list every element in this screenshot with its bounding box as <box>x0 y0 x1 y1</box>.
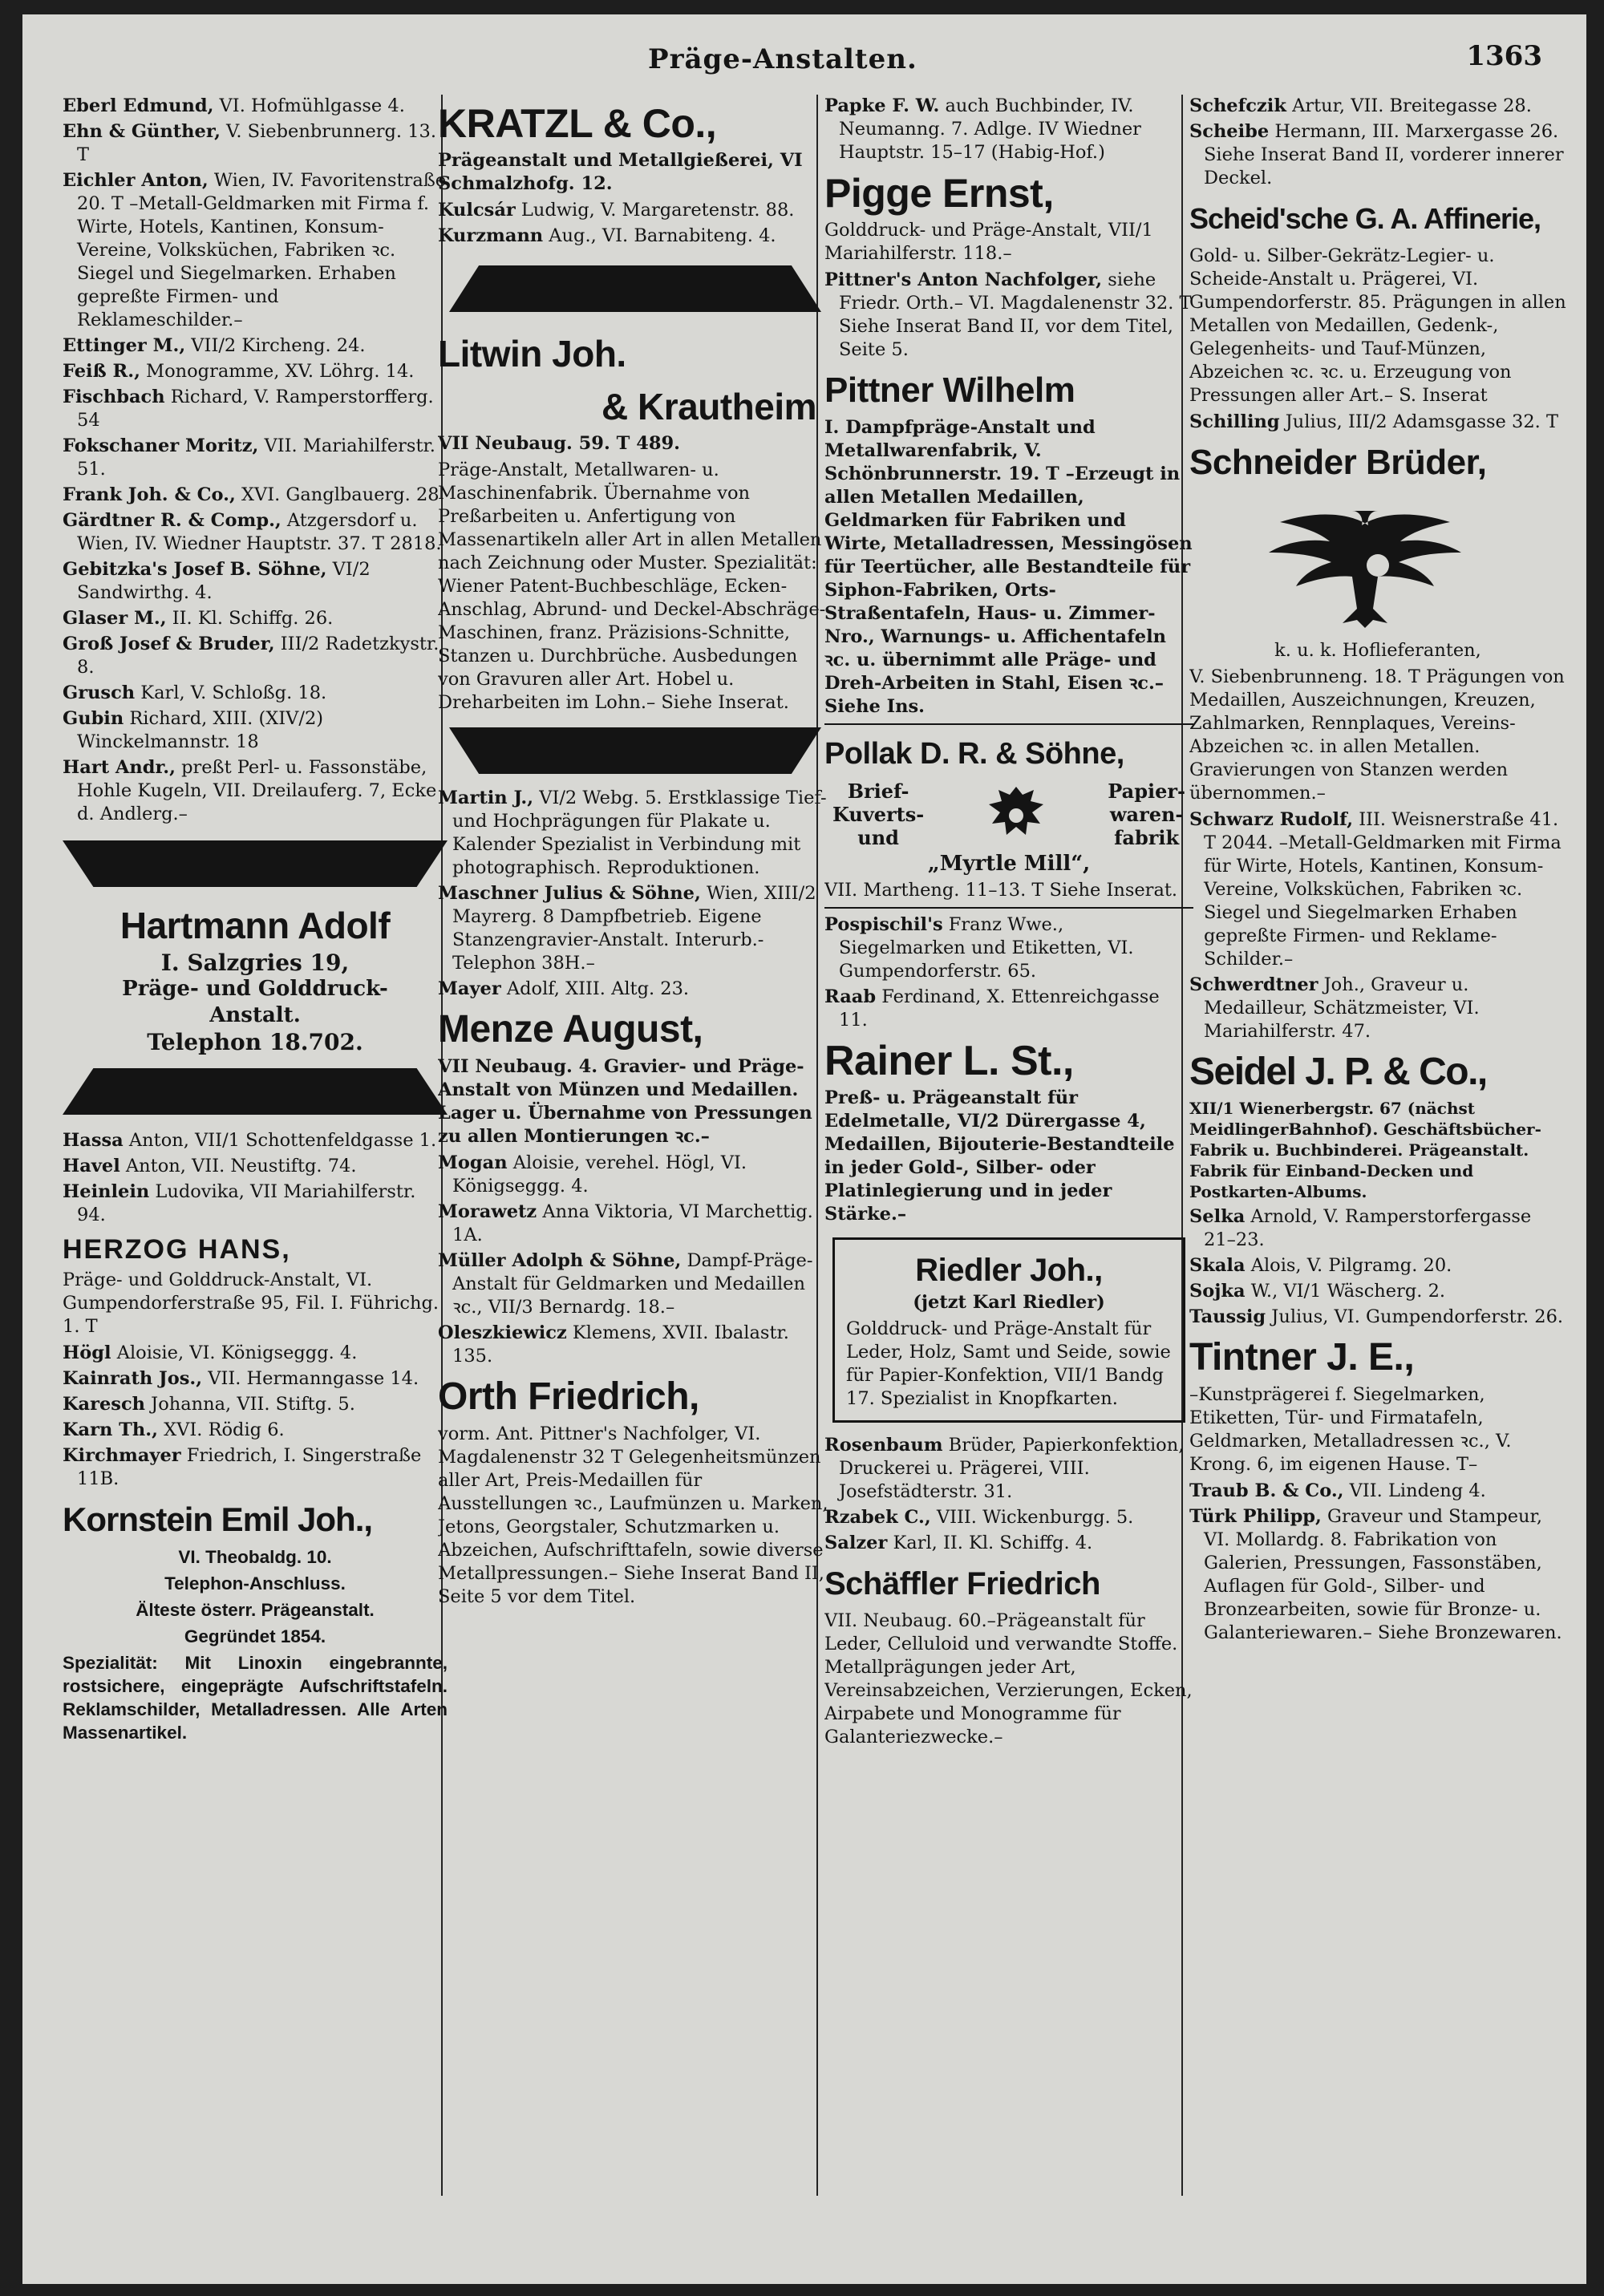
ad-line: Präge- und Golddruck- <box>122 977 388 1001</box>
ad-name: Rainer L. St., <box>824 1038 1074 1084</box>
directory-entry <box>63 1419 448 1442</box>
entry-list <box>1189 1480 1566 1645</box>
directory-entry <box>63 360 448 383</box>
entry-text: Aug., VI. Barnabiteng. 4. <box>543 225 776 246</box>
ad-line: Anstalt. <box>209 1003 301 1027</box>
ad-line: Telephon 18.702. <box>147 1029 363 1055</box>
ad-line: waren- <box>1109 803 1184 826</box>
entry-text: VII. Hermanngasse 14. <box>202 1368 419 1389</box>
entry-list <box>63 1342 448 1491</box>
entry-text: Graveur und Stampeur, VI. Mollardg. 8. Fabrikation von Galerien, Pressungen, Fassonstäben, Auflagen für Gold-, Silber- und Bronzearbeiten, sowie für Bronze- u. Galanteriewaren.– Siehe Bronzewaren. <box>1204 1506 1562 1643</box>
entry-text: VI/2 Sandwirthg. 4. <box>77 559 371 603</box>
entry-text: Wien, XIII/2 Mayrerg. 8 Dampfbetrieb. Eigene Stanzengravier-Anstalt. Interurb.-Telephon 38H.– <box>452 883 816 974</box>
ad-seidel <box>1189 1048 1566 1202</box>
ad-line: I. Salzgries 19, <box>160 950 350 976</box>
ad-body: VII. Martheng. 11–13. T Siehe Inserat. <box>824 880 1178 901</box>
ad-line: „Myrtle Mill“, <box>927 852 1091 876</box>
decorative-banner <box>63 840 448 887</box>
column-2 <box>438 95 832 2260</box>
directory-entry <box>63 1155 448 1178</box>
entry-text: VI/2 Webg. 5. Erstklassige Tief- und Hochprägungen für Plakate u. Kalender Spezialist in Verbindung mit photographisch. Reproduktionen. <box>452 788 827 878</box>
entry-name: Maschner Julius & Söhne, <box>438 883 701 904</box>
entry-name: Grusch <box>63 682 136 703</box>
decorative-banner <box>449 727 821 774</box>
directory-entry <box>824 95 1193 164</box>
ad-body: Präge- und Golddruck-Anstalt, VI. Gumpendorferstraße 95, Fil. I. Führichg. 1. T <box>63 1269 439 1337</box>
entry-list <box>824 1434 1193 1555</box>
entry-list <box>824 913 1193 1032</box>
entry-text: Hermann, III. Marxergasse 26. Siehe Inserat Band II, vorderer innerer Deckel. <box>1204 121 1564 188</box>
ad-name: Pigge Ernst, <box>824 171 1054 216</box>
entry-text: VIII. Wickenburgg. 5. <box>930 1507 1134 1528</box>
ad-line: fabrik <box>1114 826 1180 849</box>
entry-name: Gebitzka's Josef B. Söhne, <box>63 559 327 580</box>
entry-name: Türk Philipp, <box>1189 1506 1322 1527</box>
directory-entry <box>824 1506 1193 1529</box>
page-header <box>22 26 1586 82</box>
directory-entry <box>1189 95 1566 118</box>
ad-body: V. Siebenbrunneng. 18. T Prägungen von Medaillen, Auszeichnungen, Kreuzen, Zahlmarken, Rennplaques, Vereins-Abzeichen ꝛc. in allen Metallen. Gravierungen von Stanzen werden übernommen.– <box>1189 666 1565 804</box>
directory-entry <box>1189 1505 1566 1645</box>
directory-entry <box>1189 974 1566 1043</box>
entry-list <box>438 787 832 1001</box>
directory-entry <box>63 1367 448 1391</box>
entry-name: Raab <box>824 986 877 1007</box>
entry-name: Groß Josef & Bruder, <box>63 634 275 654</box>
entry-name: Gubin <box>63 708 124 729</box>
directory-entry <box>63 1129 448 1152</box>
entry-name: Eberl Edmund, <box>63 95 214 116</box>
entry-name: Fokschaner Moritz, <box>63 435 259 456</box>
eagle-emblem-icon <box>980 780 1052 852</box>
entry-text: Brüder, Papierkonfektion, Druckerei u. Prägerei, VIII. Josefstädterstr. 31. <box>839 1435 1185 1502</box>
entry-text: VII/2 Kircheng. 24. <box>185 335 366 356</box>
ad-hartmann <box>63 901 448 1054</box>
entry-text: II. Kl. Schiffg. 26. <box>166 608 334 629</box>
ad-line: k. u. k. Hoflieferanten, <box>1274 640 1481 661</box>
entry-name: Müller Adolph & Söhne, <box>438 1250 682 1271</box>
directory-entry <box>824 269 1193 362</box>
entry-text: Adolf, XIII. Altg. 23. <box>500 978 690 999</box>
directory-entry <box>63 95 448 118</box>
directory-entry <box>1189 1306 1566 1329</box>
ad-rainer <box>824 1037 1193 1226</box>
ad-body: Spezialität: Mit Linoxin eingebrannte, rostsichere, eingeprägte Aufschriftstafeln. Reklamschilder, Metalladressen. Alle Arten Massenartikel. <box>63 1653 448 1743</box>
entry-text: Klemens, XVII. Ibalastr. 135. <box>452 1322 789 1367</box>
entry-name: Kainrath Jos., <box>63 1368 203 1389</box>
ad-body: –Kunstprägerei f. Siegelmarken, Etiketten, Tür- und Firmatafeln, Geldmarken, Metalladressen ꝛc., V. Krong. 6, im eigenen Hause. T– <box>1189 1384 1512 1475</box>
directory-entry <box>438 1249 832 1319</box>
entry-text: XVI. Ganglbauerg. 28 <box>235 484 439 505</box>
entry-text: VII. Lindeng 4. <box>1343 1480 1486 1501</box>
directory-entry <box>1189 1254 1566 1278</box>
ad-pollak <box>824 730 1193 902</box>
entry-text: V. Siebenbrunnerg. 13. T <box>77 121 437 165</box>
ad-name: Litwin Joh. <box>438 333 626 375</box>
entry-name: Salzer <box>824 1533 888 1553</box>
entry-name: Pittner's Anton Nachfolger, <box>824 269 1103 290</box>
directory-entry <box>824 1532 1193 1555</box>
ad-body: vorm. Ant. Pittner's Nachfolger, VI. Magdalenenstr 32 T Gelegenheitsmünzen aller Art, Preis-Medaillen für Ausstellungen ꝛc., Laufmünzen u. Marken, Jetons, Georgstaler, Schutzmarken u. Abzeichen, Aufschrifttafeln, sowie diverse Metallpressungen.– Siehe Inserat Band II, Seite 5 vor dem Titel. <box>438 1423 828 1607</box>
ad-line: und <box>857 826 899 849</box>
ad-name: Menze August, <box>438 1008 703 1051</box>
entry-name: Selka <box>1189 1206 1246 1227</box>
directory-entry <box>1189 1480 1566 1503</box>
directory-entry <box>63 1444 448 1491</box>
entry-name: Schwarz Rudolf, <box>1189 809 1354 830</box>
entry-name: Traub B. & Co., <box>1189 1480 1344 1501</box>
page-number: 1363 <box>1466 40 1542 72</box>
entry-name: Hart Andr., <box>63 757 176 778</box>
ad-line: (jetzt Karl Riedler) <box>913 1292 1105 1313</box>
entry-text: Anton, VII/1 Schottenfeldgasse 1. <box>123 1130 437 1151</box>
directory-entry <box>1189 120 1566 190</box>
entry-text: Ludwig, V. Margaretenstr. 88. <box>515 200 795 221</box>
entry-list <box>438 1152 832 1368</box>
ad-body: VII Neubaug. 4. Gravier- und Präge-Anstalt von Münzen und Medaillen. Lager u. Übernahme von Pressungen zu allen Montierungen ꝛc.– <box>438 1056 812 1147</box>
ad-body: VII. Neubaug. 60.–Prägeanstalt für Leder, Celluloid und verwandte Stoffe. Metallprägungen jeder Art, Vereinsabzeichen, Verzierungen, Ecken, Airpabete und Monogramme für Galanteriezwecke.– <box>824 1610 1193 1747</box>
ad-name: Tintner J. E., <box>1189 1336 1415 1379</box>
column-4 <box>1189 95 1566 2260</box>
ad-litwin <box>438 330 832 715</box>
entry-name: Kirchmayer <box>63 1445 181 1466</box>
ad-herzog <box>63 1232 448 1338</box>
directory-entry <box>438 978 832 1001</box>
entry-text: preßt Perl- u. Fassonstäbe, Hohle Kugeln, VII. Dreilauferg. 7, Ecke d. Andlerg.– <box>77 757 437 824</box>
entry-name: Karn Th., <box>63 1419 158 1440</box>
entry-text: siehe Friedr. Orth.– VI. Magdalenenstr 32. T Siehe Inserat Band II, vor dem Titel, Seite 5. <box>839 269 1192 360</box>
directory-entry <box>1189 411 1566 434</box>
directory-entry <box>63 386 448 432</box>
entry-name: Rzabek C., <box>824 1507 931 1528</box>
entry-text: Arnold, V. Ramperstorfergasse 21–23. <box>1204 1206 1532 1250</box>
entry-name: Schefczik <box>1189 95 1286 116</box>
ad-body: Golddruck- und Präge-Anstalt für Leder, Holz, Samt und Seide, sowie für Papier-Konfektion, VII/1 Bandg 17. Spezialist in Knopfkarten. <box>846 1318 1171 1409</box>
entry-text: Atzgersdorf u. Wien, IV. Wiedner Hauptstr. 37. T 2818. <box>77 510 442 554</box>
entry-list <box>824 95 1193 164</box>
entry-name: Mogan <box>438 1152 508 1173</box>
entry-text: Aloisie, VI. Königseggg. 4. <box>111 1342 358 1363</box>
ad-pigge <box>824 169 1193 265</box>
ad-name: Schäffler Friedrich <box>824 1566 1100 1602</box>
directory-entry <box>63 756 448 826</box>
ad-line: Papier- <box>1108 780 1185 803</box>
entry-name: Glaser M., <box>63 608 167 629</box>
ad-schaeffler <box>824 1560 1193 1749</box>
entry-list <box>63 95 448 826</box>
column-1 <box>63 95 448 2260</box>
ad-name: Hartmann Adolf <box>119 905 391 946</box>
ad-name: Orth Friedrich, <box>438 1375 699 1418</box>
ad-body: Preß- u. Prägeanstalt für Edelmetalle, VI/2 Dürergasse 4, Medaillen, Bijouterie-Bestandteile in jeder Gold-, Silber- oder Platinlegierung und in jeder Stärke.– <box>824 1087 1175 1225</box>
column-3 <box>824 95 1193 2260</box>
entry-text: Karl, II. Kl. Schiffg. 4. <box>887 1533 1093 1553</box>
entry-text: Wien, IV. Favoritenstraße 20. T –Metall-Geldmarken mit Firma f. Wirte, Hotels, Kantinen, Konsum-Vereine, Volksküchen, Fabriken ꝛc. Siegel und Siegelmarken. Erhaben gepreßte Firmen- und Reklameschilder.– <box>77 170 447 330</box>
directory-entry <box>63 558 448 605</box>
directory-entry <box>63 607 448 630</box>
directory-entry <box>63 707 448 754</box>
entry-text: Monogramme, XV. Löhrg. 14. <box>140 361 415 382</box>
ad-body: Präge-Anstalt, Metallwaren- u. Maschinenfabrik. Übernahme von Preßarbeiten u. Anfertigung von Massenartikeln aller Art in allen Metallen nach Zeichnung oder Muster. Spezialität: Wiener Patent-Buchbeschläge, Ecken-Anschlag, Abrund- und Deckel-Abschräge-Maschinen, franz. Präzisions-Schnitte, Stanzen u. Durchbrüche. Ausbedungen von Gravuren aller Art. Hobel u. Dreharbeiten im Lohn.– Siehe Inserat. <box>438 460 826 713</box>
ad-line: Kuverts- <box>832 803 925 826</box>
ad-line: Gegründet 1854. <box>184 1626 326 1646</box>
ad-body: XII/1 Wienerbergstr. 67 (nächst MeidlingerBahnhof). Geschäftsbücher-Fabrik u. Buchbinderei. Prägeanstalt. Fabrik für Einband-Decken und Postkarten-Albums. <box>1189 1099 1541 1201</box>
directory-entry <box>63 682 448 705</box>
entry-text: Alois, V. Pilgramg. 20. <box>1245 1255 1452 1276</box>
entry-list <box>63 1129 448 1227</box>
entry-name: Pospischil's <box>824 914 943 935</box>
entry-name: Gärdtner R. & Comp., <box>63 510 282 531</box>
entry-name: Taussig <box>1189 1306 1266 1327</box>
entry-name: Martin J., <box>438 788 534 808</box>
directory-entry <box>63 1342 448 1365</box>
entry-name: Havel <box>63 1156 120 1176</box>
ad-name: HERZOG HANS, <box>63 1234 291 1265</box>
ad-name: Seidel J. P. & Co., <box>1189 1051 1487 1093</box>
ad-line: Brief- <box>847 780 909 803</box>
directory-entry <box>438 1201 832 1247</box>
entry-text: Karl, V. Schloßg. 18. <box>135 682 327 703</box>
ad-riedler <box>832 1237 1185 1423</box>
ad-kornstein <box>63 1496 448 1744</box>
entry-text: VII. Mariahilferstr. 51. <box>77 435 435 480</box>
directory-entry <box>438 225 832 248</box>
directory-entry <box>438 1152 832 1198</box>
directory-entry <box>63 169 448 332</box>
entry-text: Joh., Graveur u. Medailleur, Schätzmeister, VI. Mariahilferstr. 47. <box>1204 974 1480 1042</box>
directory-entry <box>63 484 448 507</box>
entry-name: Fischbach <box>63 387 165 407</box>
entry-name: Högl <box>63 1342 111 1363</box>
ad-body: Golddruck- und Präge-Anstalt, VII/1 Mariahilferstr. 118.– <box>824 220 1153 264</box>
entry-list <box>1189 411 1566 434</box>
directory-entry <box>63 334 448 358</box>
entry-name: Schilling <box>1189 411 1280 432</box>
entry-list <box>1189 1205 1566 1329</box>
ad-name: Riedler Joh., <box>915 1253 1103 1288</box>
entry-text: VI. Hofmühlgasse 4. <box>213 95 405 116</box>
ad-menze <box>438 1006 832 1148</box>
divider <box>824 723 1193 725</box>
entry-text: Artur, VII. Breitegasse 28. <box>1286 95 1532 116</box>
ad-line: VI. Theobaldg. 10. <box>178 1547 332 1567</box>
entry-text: Franz Wwe., Siegelmarken und Etiketten, VI. Gumpendorferstr. 65. <box>839 914 1134 982</box>
ad-name: KRATZL & Co., <box>438 101 717 146</box>
directory-entry <box>63 120 448 167</box>
decorative-banner <box>449 265 821 312</box>
ad-name: Schneider Brüder, <box>1189 443 1487 482</box>
directory-entry <box>63 509 448 556</box>
ad-body: Prägeanstalt und Metallgießerei, VI Schmalzhofg. 12. <box>438 150 803 194</box>
entry-text: Anna Viktoria, VI Marchettig. 1A. <box>452 1201 813 1245</box>
ad-name: Kornstein Emil Joh., <box>63 1500 373 1538</box>
entry-text: auch Buchbinder, IV. Neumanng. 7. Adlge. IV Wiedner Hauptstr. 15–17 (Habig-Hof.) <box>839 95 1141 163</box>
entry-name: Ehn & Günther, <box>63 121 221 142</box>
directory-entry <box>1189 808 1566 971</box>
ad-name: Scheid'sche G. A. Affinerie, <box>1189 202 1541 235</box>
entry-name: Frank Joh. & Co., <box>63 484 236 505</box>
entry-name: Schwerdtner <box>1189 974 1318 995</box>
divider <box>824 907 1193 909</box>
ad-line: VII Neubaug. 59. T 489. <box>438 433 681 454</box>
entry-name: Ettinger M., <box>63 335 186 356</box>
entry-name: Sojka <box>1189 1281 1246 1302</box>
ad-tintner <box>1189 1334 1566 1476</box>
directory-entry <box>824 986 1193 1032</box>
directory-entry <box>63 1180 448 1227</box>
entry-text: Friedrich, I. Singerstraße 11B. <box>77 1445 422 1489</box>
entry-name: Karesch <box>63 1394 146 1415</box>
entry-name: Eichler Anton, <box>63 170 209 191</box>
directory-entry <box>438 199 832 222</box>
entry-name: Kulcsár <box>438 200 516 221</box>
ad-name: Pollak D. R. & Söhne, <box>824 737 1124 771</box>
directory-entry <box>438 1322 832 1368</box>
entry-name: Papke F. W. <box>824 95 940 116</box>
ad-name: & Krautheim <box>602 386 816 427</box>
entry-list <box>824 269 1193 362</box>
directory-entry <box>824 913 1193 983</box>
entry-text: Ludovika, VII Mariahilferstr. 94. <box>77 1181 416 1225</box>
entry-list <box>438 199 832 248</box>
directory-entry <box>1189 1280 1566 1303</box>
directory-entry <box>824 1434 1193 1504</box>
entry-text: Aloisie, verehel. Högl, VI. Königseggg. 4. <box>452 1152 747 1197</box>
ad-pittner <box>824 366 1193 719</box>
ad-kratzl <box>438 99 832 196</box>
ad-orth <box>438 1373 832 1609</box>
entry-text: III. Weisnerstraße 41. T 2044. –Metall-Geldmarken mit Firma für Wirte, Hotels, Kantinen, Konsum-Vereine, Volksküchen, Fabriken ꝛc. Siegel und Siegelmarken Erhaben gepreßte Firmen- und Reklame-Schilder.– <box>1204 809 1561 970</box>
directory-entry <box>438 787 832 880</box>
entry-text: W., VI/1 Wäscherg. 2. <box>1245 1281 1446 1302</box>
decorative-banner <box>63 1068 448 1115</box>
entry-text: XVI. Rödig 6. <box>157 1419 285 1440</box>
ad-body: Gold- u. Silber-Gekrätz-Legier- u. Scheide-Anstalt u. Prägerei, VI. Gumpendorferstr. 85. Prägungen in allen Metallen von Medaillen, Gedenk-, Gelegenheits- und Tauf-Münzen, Abzeichen ꝛc. ꝛc. u. Erzeugung von Pressungen aller Art.– S. Inserat <box>1189 245 1566 406</box>
entry-text: III/2 Radetzkystr. 8. <box>77 634 439 678</box>
entry-name: Heinlein <box>63 1181 150 1202</box>
ad-scheid <box>1189 195 1566 407</box>
directory-entry <box>438 882 832 975</box>
entry-text: Julius, III/2 Adamsgasse 32. T <box>1279 411 1558 432</box>
entry-name: Scheibe <box>1189 121 1270 142</box>
directory-entry <box>1189 1205 1566 1252</box>
entry-name: Skala <box>1189 1255 1246 1276</box>
entry-name: Kurzmann <box>438 225 544 246</box>
directory-entry <box>63 1393 448 1416</box>
entry-list <box>1189 808 1566 1043</box>
entry-text: Johanna, VII. Stiftg. 5. <box>145 1394 355 1415</box>
entry-name: Oleszkiewicz <box>438 1322 567 1343</box>
entry-name: Rosenbaum <box>824 1435 943 1456</box>
entry-text: Anton, VII. Neustiftg. 74. <box>119 1156 357 1176</box>
directory-entry <box>63 633 448 679</box>
entry-name: Mayer <box>438 978 501 999</box>
double-eagle-emblem-icon <box>1258 495 1498 631</box>
entry-text: Richard, V. Ramperstorfferg. 54 <box>77 387 434 431</box>
page-title: Präge-Anstalten. <box>648 43 917 75</box>
directory-page <box>22 14 1586 2284</box>
ad-schneider <box>1189 439 1566 805</box>
entry-text: Julius, VI. Gumpendorferstr. 26. <box>1266 1306 1564 1327</box>
entry-list <box>1189 95 1566 190</box>
entry-text: Dampf-Präge-Anstalt für Geldmarken und Medaillen ꝛc., VII/3 Bernardg. 18.– <box>452 1250 813 1318</box>
ad-body: I. Dampfpräge-Anstalt und Metallwarenfabrik, V. Schönbrunnerstr. 19. T –Erzeugt in allen Metallen Medaillen, Geldmarken für Fabriken und Wirte, Metalladressen, Messingösen für Teertücher, alle Bestandteile für Siphon-Fabriken, Orts-Straßentafeln, Haus- u. Zimmer-Nro., Warnungs- u. Affichentafeln ꝛc. u. übernimmt alle Präge- und Dreh-Arbeiten in Stahl, Eisen ꝛc.– Siehe Ins. <box>824 417 1193 717</box>
entry-name: Hassa <box>63 1130 124 1151</box>
ad-line: Telephon-Anschluss. <box>164 1573 346 1593</box>
entry-text: Ferdinand, X. Ettenreichgasse 11. <box>839 986 1160 1031</box>
ad-name: Pittner Wilhelm <box>824 371 1075 410</box>
entry-text: Richard, XIII. (XIV/2) Winckelmannstr. 18 <box>77 708 324 752</box>
entry-name: Feiß R., <box>63 361 140 382</box>
directory-entry <box>63 435 448 481</box>
ad-line: Älteste österr. Prägeanstalt. <box>136 1600 375 1620</box>
entry-name: Morawetz <box>438 1201 537 1222</box>
